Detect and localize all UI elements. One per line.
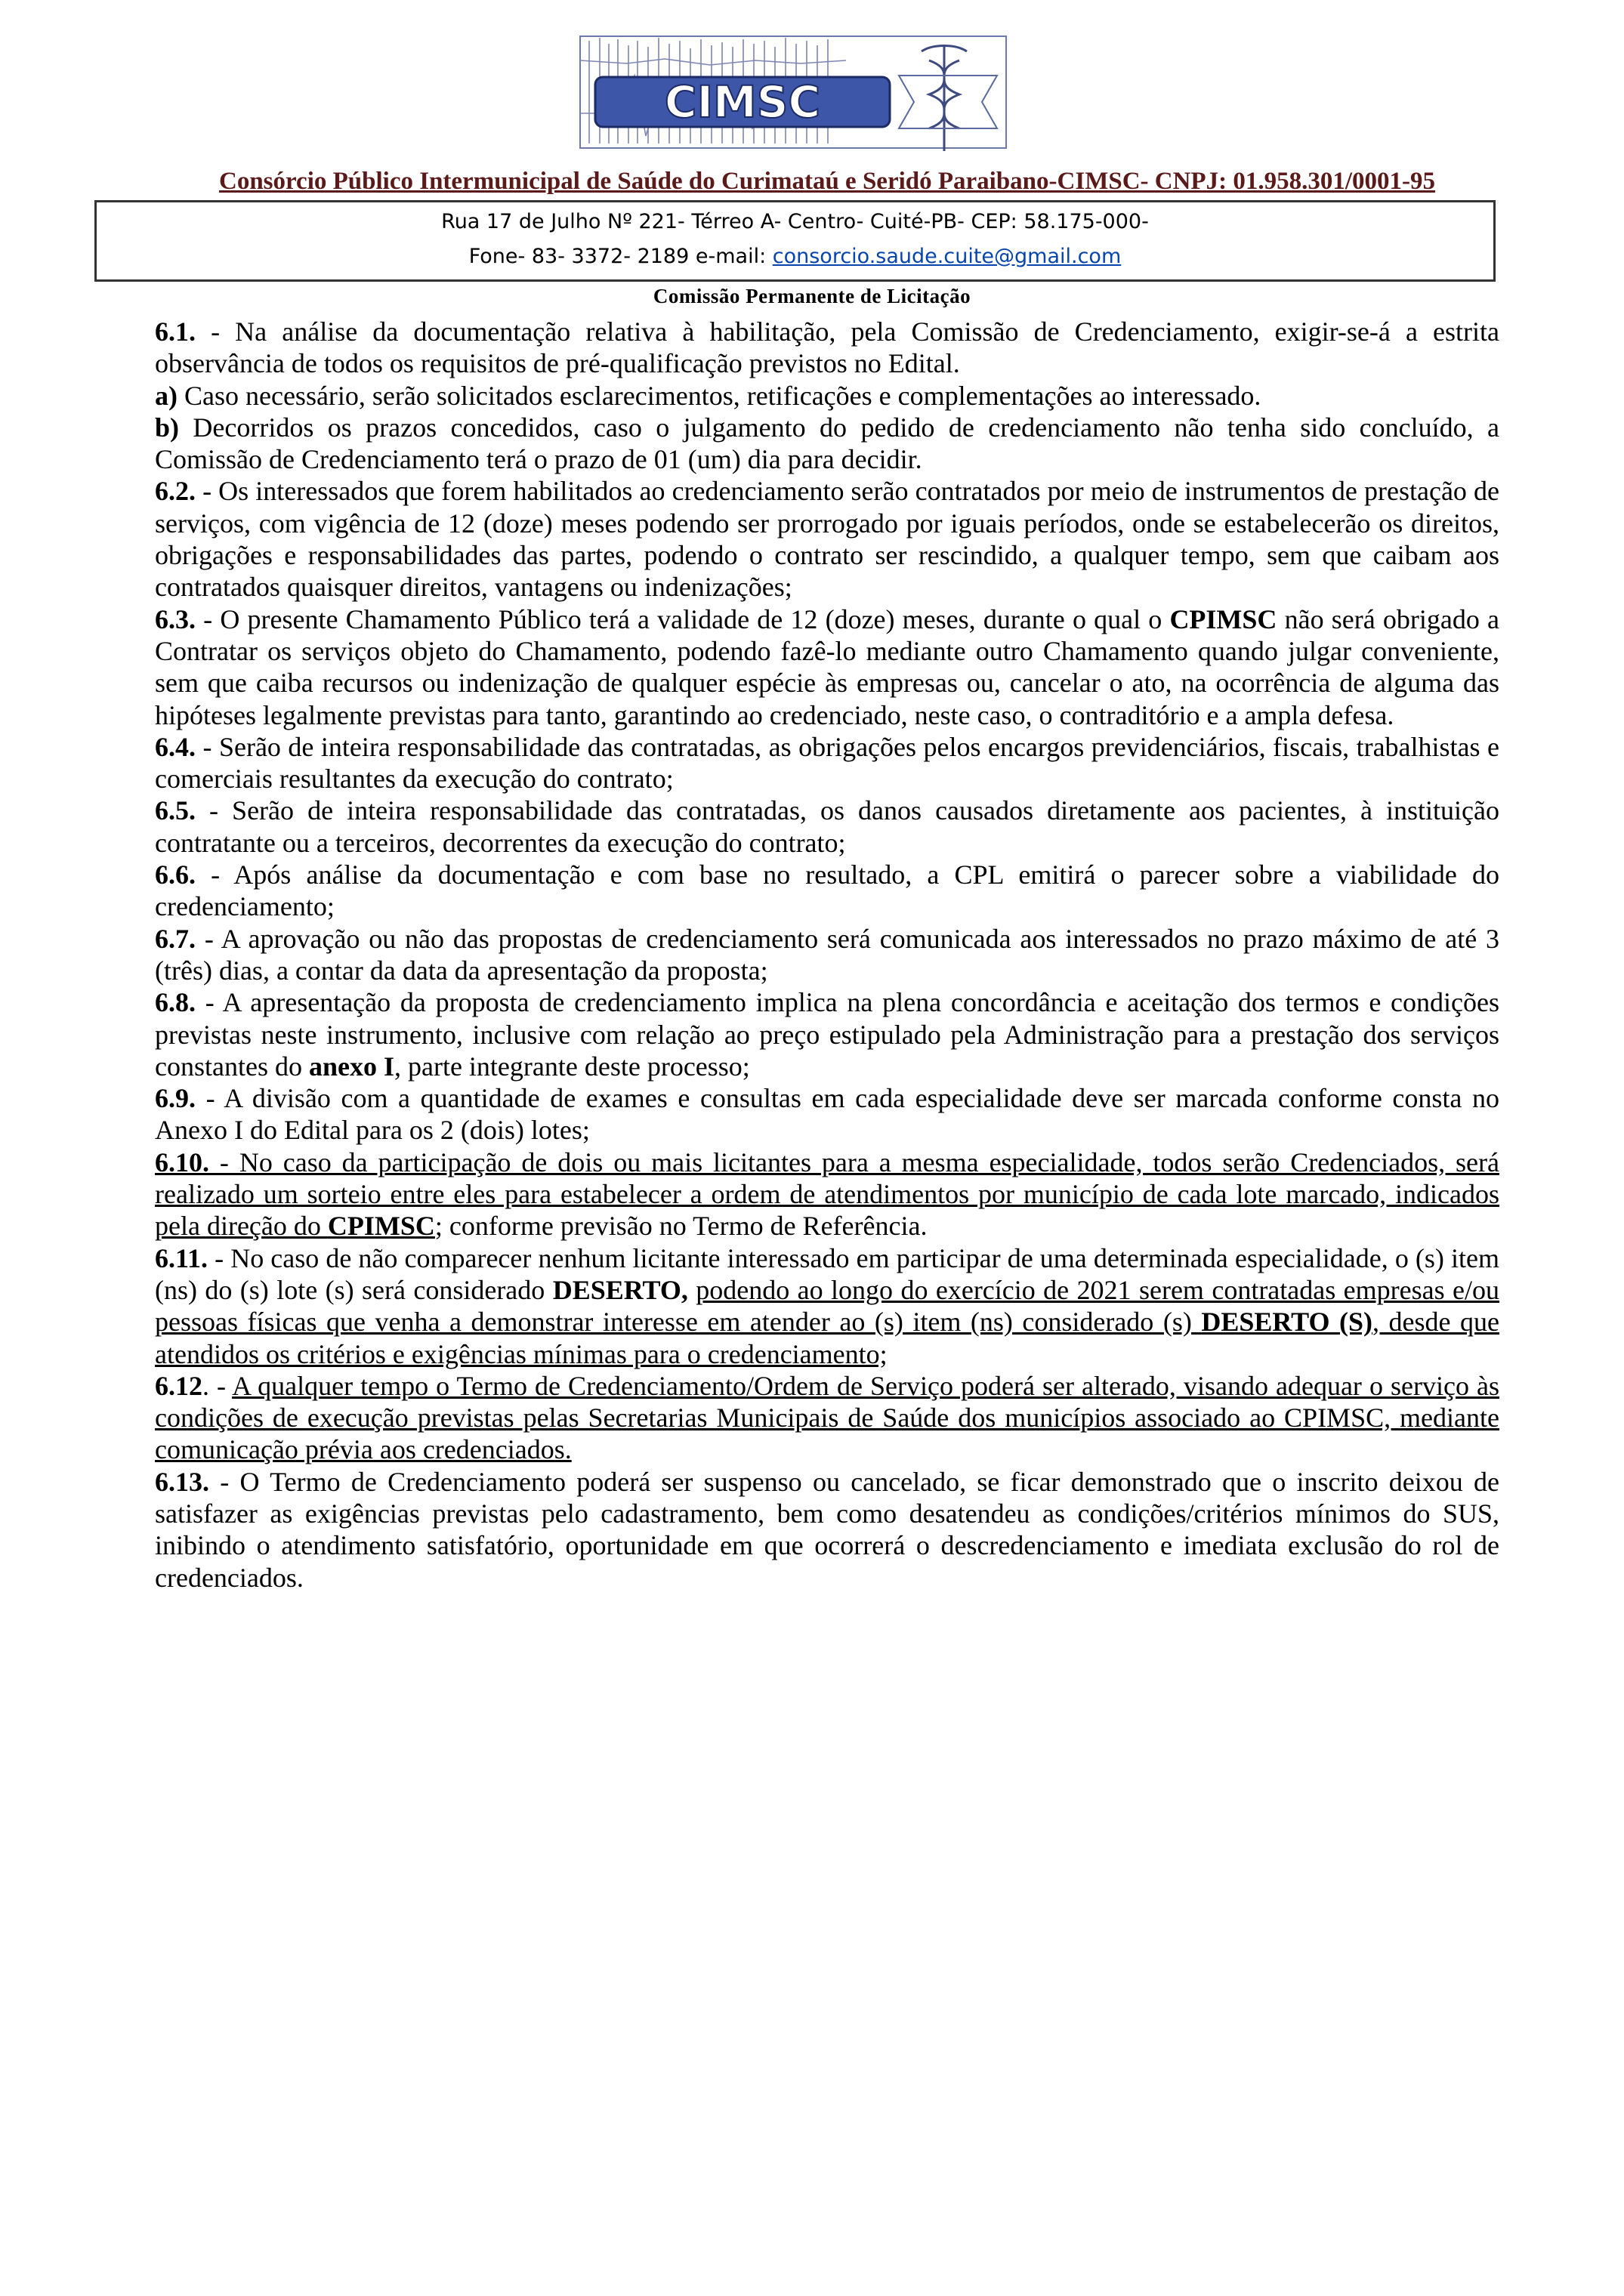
clause-6-12: 6.12. - A qualquer tempo o Termo de Credenciamento/Ordem de Serviço poderá ser alterado, visando adequar o serviço às condições de execução previstas pelas Secretarias Municipais de Saúde dos municípios associado ao CPIMSC, mediante comunicação prévia aos credenciados. bbox=[155, 1370, 1499, 1465]
clause-6-8: 6.8. - A apresentação da proposta de credenciamento implica na plena concordância e aceitação dos termos e condições previstas neste instrumento, inclusive com relação ao preço estipulado pela Administração para a prestação dos serviços constantes do anexo I, parte integrante deste processo; bbox=[155, 987, 1499, 1082]
clause-6-9: 6.9. - A divisão com a quantidade de exames e consultas em cada especialidade deve ser marcada conforme consta no Anexo I do Edital para os 2 (dois) lotes; bbox=[155, 1083, 1499, 1146]
clause-6-13: 6.13. - O Termo de Credenciamento poderá ser suspenso ou cancelado, se ficar demonstrado que o inscrito deixou de satisfazer as exigências previstas pelo cadastramento, bem como desatendeu as condições/critérios mínimos do SUS, inibindo o atendimento satisfatório, oportunidade em que ocorrerá o descredenciamento e imediata exclusão do rol de credenciados. bbox=[155, 1466, 1499, 1593]
cimsc-logo bbox=[574, 30, 1012, 162]
clause-6-1: 6.1. - Na análise da documentação relativa à habilitação, pela Comissão de Credenciamento, exigir-se-á a estrita observância de todos os requisitos de pré-qualificação previstos no Edital. bbox=[155, 316, 1499, 379]
document-body bbox=[155, 316, 1499, 1594]
clause-6-10: 6.10. - No caso da participação de dois ou mais licitantes para a mesma especialidade, todos serão Credenciados, será realizado um sorteio entre eles para estabelecer a ordem de atendimentos por município de cada lote marcado, indicados pela direção do CPIMSC; conforme previsão no Termo de Referência. bbox=[155, 1146, 1499, 1242]
committee-heading: Comissão Permanente de Licitação bbox=[653, 285, 971, 307]
logo-wordmark: CIMSC bbox=[664, 76, 821, 128]
clause-6-11: 6.11. - No caso de não comparecer nenhum licitante interessado em participar de uma determinada especialidade, o (s) item (ns) do (s) lote (s) será considerado DESERTO, podendo ao longo do exercício de 2021 serem contratadas empresas e/ou pessoas físicas que venha a demonstrar interesse em atender ao (s) item (ns) considerado (s) DESERTO (S), desde que atendidos os critérios e exigências mínimas para o credenciamento; bbox=[155, 1242, 1500, 1369]
clause-6-2: 6.2. - Os interessados que forem habilitados ao credenciamento serão contratados por meio de instrumentos de prestação de serviços, com vigência de 12 (doze) meses podendo ser prorrogado por iguais períodos, onde se estabelecerão os direitos, obrigações e responsabilidades das partes, podendo o contrato ser rescindido, a qualquer tempo, sem que caibam aos contratados quaisquer direitos, vantagens ou indenizações; bbox=[155, 476, 1499, 603]
clause-6-1-b: b) Decorridos os prazos concedidos, caso o julgamento do pedido de credenciamento não tenha sido concluído, a Comissão de Credenciamento terá o prazo de 01 (um) dia para decidir. bbox=[155, 412, 1499, 475]
clause-6-5: 6.5. - Serão de inteira responsabilidade das contratadas, os danos causados diretamente aos pacientes, à instituição contratante ou a terceiros, decorrentes da execução do contrato; bbox=[155, 795, 1499, 858]
organization-line: Consórcio Público Intermunicipal de Saúde do Curimataú e Seridó Paraibano-CIMSC- CNPJ: 01.958.301/0001-95 bbox=[218, 168, 1435, 195]
phone-text: Fone- 83- 3372- 2189 e-mail: bbox=[468, 245, 773, 268]
address-box bbox=[94, 200, 1496, 282]
clause-6-3: 6.3. - O presente Chamamento Público terá a validade de 12 (doze) meses, durante o qual o CPIMSC não será obrigado a Contratar os serviços objeto do Chamamento, podendo fazê-lo mediante outro Chamamento quando julgar conveniente, sem que caiba recursos ou indenização de qualquer espécie às empresas ou, cancelar o ato, na ocorrência de alguma das hipóteses legalmente previstas para tanto, garantindo ao credenciado, neste caso, o contraditório e a ampla defesa. bbox=[155, 603, 1499, 730]
clause-6-4: 6.4. - Serão de inteira responsabilidade das contratadas, as obrigações pelos encargos previdenciários, fiscais, trabalhistas e comerciais resultantes da execução do contrato; bbox=[155, 731, 1499, 795]
contact-line bbox=[97, 245, 1493, 268]
email-link[interactable]: consorcio.saude.cuite@gmail.com bbox=[772, 245, 1122, 268]
address-line: Rua 17 de Julho Nº 221- Térreo A- Centro- Cuité-PB- CEP: 58.175-000- bbox=[441, 210, 1149, 233]
clause-6-6: 6.6. - Após análise da documentação e com base no resultado, a CPL emitirá o parecer sobre a viabilidade do credenciamento; bbox=[155, 859, 1499, 922]
clause-6-1-a: a) Caso necessário, serão solicitados esclarecimentos, retificações e complementações ao interessado. bbox=[155, 380, 1261, 411]
clause-6-7: 6.7. - A aprovação ou não das propostas de credenciamento será comunicada aos interessados no prazo máximo de até 3 (três) dias, a contar da data da apresentação da proposta; bbox=[155, 923, 1499, 986]
